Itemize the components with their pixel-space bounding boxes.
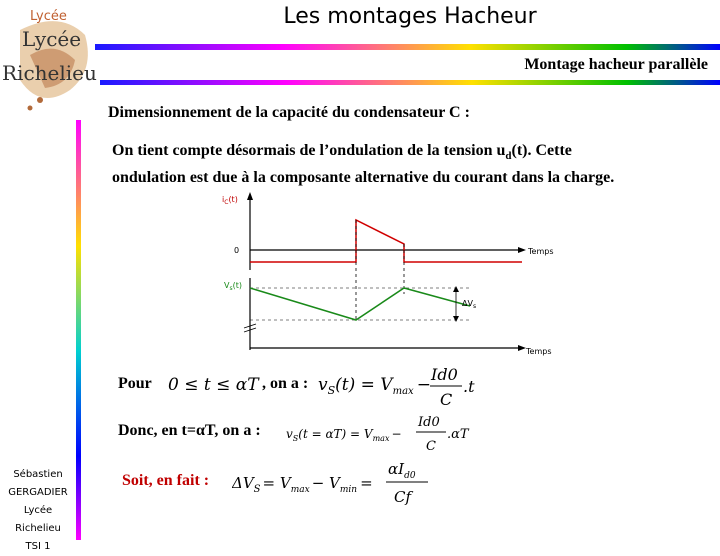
page-subtitle: Montage hacheur parallèle [524,56,708,73]
logo-text-top: Lycée [30,9,67,24]
para-sub: d [505,150,512,163]
f3-lhs-sub: S [253,484,261,495]
author-name: Sébastien [13,469,63,480]
f3-lhs: ΔV [232,474,254,492]
f1-lhs: v [318,375,328,395]
f2-t: .αT [447,427,469,442]
formula-delta-vs [232,456,432,510]
soit-label: Soit, en fait : [122,472,210,489]
author-surname: GERGADIER [8,487,68,498]
ic-waveform [250,220,522,262]
zero-label: 0 [234,246,240,255]
svg-text:iC(t) [222,195,238,206]
svg-text:vS(t = αT) = Vmax− [286,427,402,443]
intro-paragraph [112,140,702,189]
subtitle-underline [100,80,720,85]
formula-vs-t [168,360,478,410]
f2-mid: (t = αT) = V [298,427,373,441]
waveform-graph [220,188,560,358]
f3-num: αI [388,460,405,478]
f1-mid: (t) = V [335,375,393,395]
f2-den: C [426,439,436,454]
delta-arrow-bottom [453,316,459,322]
formula-vs-alphaT [286,410,486,458]
f3-den: Cf [394,488,412,506]
logo-text-mid: Lycée [22,27,82,51]
f2-lhs-sub: S [292,434,299,443]
author-class: TSI 1 [25,541,51,552]
title-underline [95,44,720,50]
on-a-label: , on a : [262,375,309,392]
f2-lhs: v [286,427,293,441]
f1-t: .t [463,377,475,396]
section-heading: Dimensionnement de la capacité du condensateur C : [108,104,470,121]
vs-x-arrow [518,345,526,351]
para-line1: On tient compte désormais de l’ondulation de la tension u [112,142,506,159]
vs-waveform [250,288,470,320]
page-title: Les montages Hacheur [283,4,537,29]
ic-tail: (t) [228,195,238,204]
svg-text:ΔVS= Vmax− Vmin= [232,474,373,495]
f3-eq: = [360,474,373,492]
f2-vmax-sub: max [372,434,390,443]
f1-vmax-sub: max [392,386,414,397]
f3-vmin-sub: min [339,485,358,495]
ic-y-arrow [247,192,253,200]
f1-den: C [440,390,453,409]
f1-condition: 0 ≤ t ≤ αT [168,375,259,395]
delta-sub: s [472,303,477,310]
vs-sub: s [229,285,233,292]
f3-minus: − V [311,474,340,492]
f2-num: Id0 [418,415,440,430]
svg-text:αId0 [388,460,416,481]
para-line2: ondulation est due à la composante alternative du courant dans la charge. [112,169,615,187]
f1-num: Id0 [431,365,458,384]
delta-arrow-top [453,286,459,292]
f2-minus: − [391,427,402,441]
donc-label: Donc, en t=αT, on a : [118,422,261,439]
para-line1-end: (t). Cette [511,142,572,159]
author-block [0,466,76,556]
f3-mid: = V [262,474,291,492]
svg-text:ΔVs [462,299,476,310]
ic-x-arrow [518,247,526,253]
vs-tail: (t) [232,281,243,290]
ic-label: i [222,195,225,204]
f1-minus: − [416,375,431,395]
delta-label: ΔV [462,299,473,308]
f3-num-sub: d0 [404,471,416,481]
f3-vmax-sub: max [290,485,310,495]
author-school: Lycée Richelieu [15,505,61,534]
svg-text:vS(t) = Vmax− [318,375,431,397]
vs-label: V [224,281,230,290]
time-label-top: Temps [528,247,554,256]
f1-lhs-sub: S [327,384,336,397]
side-bar [76,120,81,540]
school-logo [0,0,100,120]
svg-text:Vs(t) [224,281,242,292]
pour-label: Pour [118,375,152,392]
logo-text-bottom: Richelieu [2,61,97,85]
time-label-bottom: Temps [526,347,552,356]
ic-sub: C [224,199,229,206]
